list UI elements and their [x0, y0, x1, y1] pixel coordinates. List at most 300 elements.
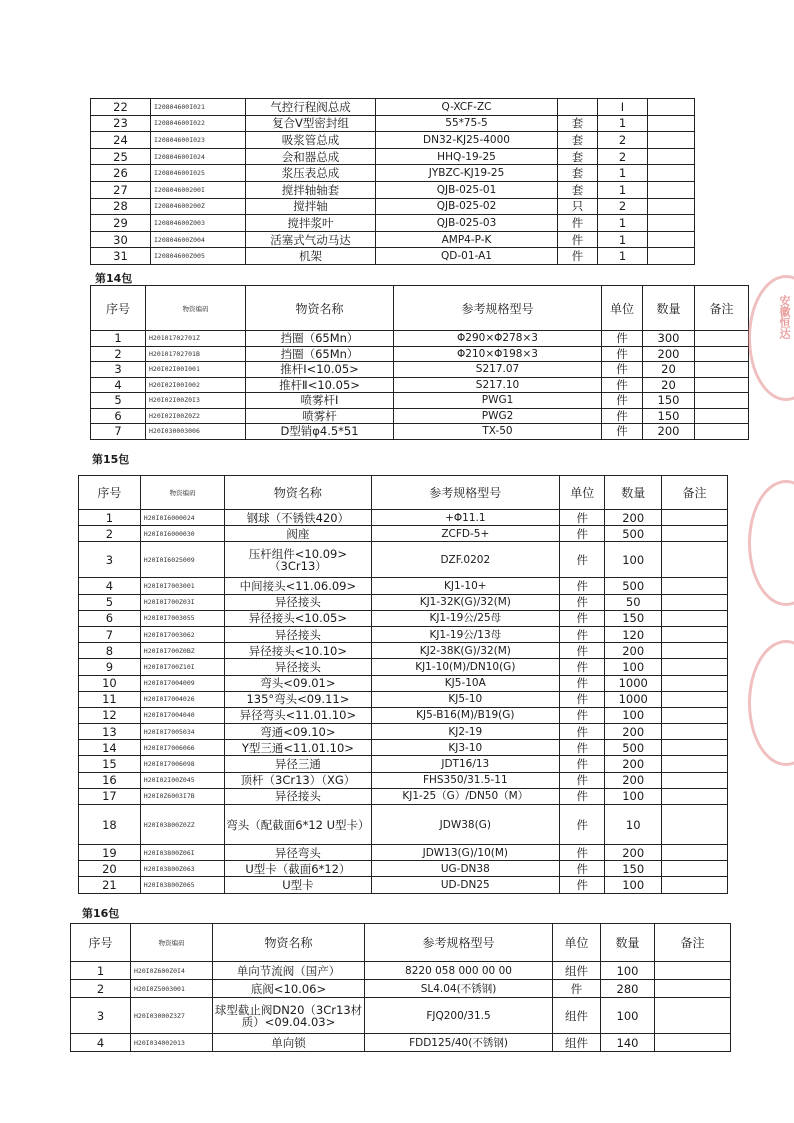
cell-qty: 120 [605, 626, 662, 642]
cell-note [648, 165, 695, 182]
cell-code: H20I030003006 [146, 424, 246, 440]
cell-qty: 140 [601, 1034, 655, 1052]
cell-name: 喷雾杆 [246, 408, 394, 424]
cell-qty: 50 [605, 594, 662, 610]
cell-name: 推杆Ⅱ<10.05> [246, 377, 394, 393]
cell-note [662, 788, 728, 804]
table-row [79, 578, 728, 594]
cell-qty: 150 [605, 861, 662, 877]
cell-seq: 3 [71, 998, 131, 1034]
cell-code: H20I0I6000024 [140, 510, 224, 526]
header-row [79, 476, 728, 510]
cell-note [662, 845, 728, 861]
cell-seq: 10 [79, 675, 141, 691]
header-code: 物资编码 [140, 476, 224, 510]
cell-qty: 100 [605, 659, 662, 675]
cell-code: H20I03800Z063 [140, 861, 224, 877]
cell-code: H20I03800Z06I [140, 845, 224, 861]
cell-note [662, 578, 728, 594]
table-row [79, 643, 728, 659]
cell-seq: 30 [91, 231, 151, 248]
cell-qty: 150 [643, 408, 695, 424]
cell-note [648, 132, 695, 149]
cell-unit: 件 [560, 788, 605, 804]
cell-seq: 18 [79, 805, 141, 845]
cell-note [662, 675, 728, 691]
cell-code: H20I0I7004026 [140, 691, 224, 707]
package-label-15: 第15包 [92, 453, 130, 466]
cell-qty: 2 [598, 198, 648, 215]
cell-name: 挡圈（65Mn） [246, 331, 394, 347]
cell-spec: QJB-025-03 [376, 215, 558, 232]
cell-qty: 1000 [605, 691, 662, 707]
cell-code: H20I0Z5003001 [131, 980, 213, 998]
table-body [91, 331, 749, 440]
cell-note [648, 99, 695, 116]
cell-spec: KJ1-10+ [371, 578, 560, 594]
cell-seq: 31 [91, 248, 151, 265]
cell-unit: 只 [558, 198, 598, 215]
cell-spec: KJ1-25（G）/DN50（M） [371, 788, 560, 804]
cell-code: H20I0I6025009 [140, 542, 224, 578]
cell-spec: DN32-KJ25-4000 [376, 132, 558, 149]
cell-note [695, 377, 749, 393]
items-table-continued [90, 98, 695, 265]
cell-spec: JDW13(G)/10(M) [371, 845, 560, 861]
cell-name: 挡圈（65Mn） [246, 346, 394, 362]
table-body [79, 510, 728, 894]
table-row [91, 181, 695, 198]
cell-note [655, 962, 731, 980]
cell-qty: 150 [643, 393, 695, 409]
seal-stamp [748, 480, 794, 606]
cell-name: 异径接头 [225, 594, 371, 610]
cell-seq: 4 [71, 1034, 131, 1052]
cell-spec: KJ1-10(M)/DN10(G) [371, 659, 560, 675]
cell-spec: JYBZC-KJ19-25 [376, 165, 558, 182]
table-row [91, 215, 695, 232]
cell-seq: 28 [91, 198, 151, 215]
table-row [91, 362, 749, 378]
cell-unit: 组件 [553, 962, 601, 980]
cell-qty: 200 [605, 845, 662, 861]
cell-spec: KJ1-32K(G)/32(M) [371, 594, 560, 610]
cell-name: 会和器总成 [246, 148, 376, 165]
cell-unit: 件 [560, 526, 605, 542]
cell-code: H20101702701B [146, 346, 246, 362]
table-row [79, 659, 728, 675]
cell-spec: JDT16/13 [371, 756, 560, 772]
cell-spec: S217.07 [394, 362, 602, 378]
cell-code: I20804600I024 [151, 148, 246, 165]
header-row [91, 286, 749, 331]
cell-unit: 套 [558, 165, 598, 182]
table-header [91, 286, 749, 331]
cell-spec: QD-01-A1 [376, 248, 558, 265]
cell-code: H20I0I6000030 [140, 526, 224, 542]
table-row [91, 148, 695, 165]
header-qty: 数量 [605, 476, 662, 510]
cell-note [662, 861, 728, 877]
cell-qty: 200 [605, 643, 662, 659]
table-row [91, 424, 749, 440]
cell-note [662, 594, 728, 610]
table-row [79, 707, 728, 723]
cell-unit: 组件 [553, 998, 601, 1034]
cell-spec: JDW38(G) [371, 805, 560, 845]
cell-qty: 100 [605, 707, 662, 723]
cell-note [655, 1034, 731, 1052]
cell-name: 异径接头<10.10> [225, 643, 371, 659]
cell-note [695, 346, 749, 362]
cell-spec: FHS350/31.5-11 [371, 772, 560, 788]
cell-unit: 件 [560, 659, 605, 675]
cell-code: H20I0I7003062 [140, 626, 224, 642]
header-spec: 参考规格型号 [365, 924, 553, 962]
cell-code: H20I0I7004040 [140, 707, 224, 723]
header-seq: 序号 [91, 286, 146, 331]
cell-unit: 套 [558, 132, 598, 149]
header-spec: 参考规格型号 [394, 286, 602, 331]
cell-code: I20804600I022 [151, 115, 246, 132]
cell-seq: 2 [79, 526, 141, 542]
table-row [91, 165, 695, 182]
cell-name: 压杆组件<10.09>（3Cr13） [225, 542, 371, 578]
cell-seq: 29 [91, 215, 151, 232]
cell-code: I20804600Z005 [151, 248, 246, 265]
cell-seq: 5 [79, 594, 141, 610]
table-body [91, 99, 695, 265]
table-row [71, 1034, 731, 1052]
cell-code: H20I02I00Z0Z2 [146, 408, 246, 424]
cell-spec: PWG2 [394, 408, 602, 424]
cell-seq: 4 [91, 377, 146, 393]
cell-note [695, 331, 749, 347]
cell-name: 弯头<09.01> [225, 675, 371, 691]
table-row [91, 331, 749, 347]
cell-qty: 500 [605, 740, 662, 756]
cell-seq: 20 [79, 861, 141, 877]
header-note: 备注 [662, 476, 728, 510]
cell-spec: KJ5-10A [371, 675, 560, 691]
cell-code: H20I02I00Z045 [140, 772, 224, 788]
cell-spec: KJ3-10 [371, 740, 560, 756]
cell-name: 异径接头<10.05> [225, 610, 371, 626]
cell-name: 异径接头 [225, 788, 371, 804]
table-row [79, 877, 728, 893]
cell-seq: 9 [79, 659, 141, 675]
cell-seq: 22 [91, 99, 151, 116]
cell-seq: 14 [79, 740, 141, 756]
cell-unit: 套 [558, 181, 598, 198]
cell-note [662, 707, 728, 723]
cell-note [662, 724, 728, 740]
cell-seq: 1 [79, 510, 141, 526]
cell-unit: 件 [560, 626, 605, 642]
table-row [91, 198, 695, 215]
cell-spec: KJ2-19 [371, 724, 560, 740]
package-16-table [70, 923, 731, 1052]
cell-spec: Φ290×Φ278×3 [394, 331, 602, 347]
cell-unit: 件 [560, 772, 605, 788]
table-row [79, 805, 728, 845]
cell-unit: 件 [602, 408, 643, 424]
cell-spec: KJ1-19公/25母 [371, 610, 560, 626]
table-row [79, 788, 728, 804]
cell-name: 喷雾杆Ⅰ [246, 393, 394, 409]
cell-qty: 10 [605, 805, 662, 845]
table-row [79, 772, 728, 788]
cell-seq: 25 [91, 148, 151, 165]
cell-code: H20I0I7003055 [140, 610, 224, 626]
cell-note [662, 542, 728, 578]
cell-seq: 26 [91, 165, 151, 182]
cell-note [648, 231, 695, 248]
cell-qty: 200 [643, 424, 695, 440]
cell-qty: 150 [605, 610, 662, 626]
seal-text: 安徽恒达 [778, 295, 791, 339]
table-row [79, 675, 728, 691]
header-code: 物资编码 [131, 924, 213, 962]
cell-name: 中间接头<11.06.09> [225, 578, 371, 594]
cell-seq: 7 [79, 626, 141, 642]
cell-spec: S217.10 [394, 377, 602, 393]
cell-unit: 件 [560, 691, 605, 707]
cell-name: 单向节流阀（国产） [213, 962, 365, 980]
cell-name: 气控行程阀总成 [246, 99, 376, 116]
cell-spec: Q-XCF-ZC [376, 99, 558, 116]
cell-spec: UD-DN25 [371, 877, 560, 893]
cell-note [695, 424, 749, 440]
cell-name: 搅拌浆叶 [246, 215, 376, 232]
cell-name: Y型三通<11.01.10> [225, 740, 371, 756]
cell-spec: UG-DN38 [371, 861, 560, 877]
cell-note [662, 691, 728, 707]
cell-name: 球型截止阀DN20（3Cr13材质）<09.04.03> [213, 998, 365, 1034]
cell-qty: 200 [605, 772, 662, 788]
cell-spec: KJ2-38K(G)/32(M) [371, 643, 560, 659]
cell-qty: 1 [598, 248, 648, 265]
cell-code: H20101702701Z [146, 331, 246, 347]
cell-qty: 2 [598, 132, 648, 149]
cell-code: H20I02I00I001 [146, 362, 246, 378]
table-row [71, 980, 731, 998]
cell-code: H20I0I700Z10I [140, 659, 224, 675]
cell-note [648, 115, 695, 132]
table-row [71, 962, 731, 980]
cell-seq: 2 [91, 346, 146, 362]
table-row [79, 845, 728, 861]
cell-note [648, 148, 695, 165]
table-row [79, 691, 728, 707]
cell-code: I20804600Z003 [151, 215, 246, 232]
header-row [71, 924, 731, 962]
cell-note [648, 181, 695, 198]
cell-spec: +Φ11.1 [371, 510, 560, 526]
cell-spec: KJ5-B16(M)/B19(G) [371, 707, 560, 723]
cell-note [662, 805, 728, 845]
cell-unit: 件 [560, 707, 605, 723]
cell-unit: 件 [602, 362, 643, 378]
cell-note [662, 626, 728, 642]
cell-unit: 件 [602, 346, 643, 362]
cell-unit: 件 [560, 510, 605, 526]
cell-qty: I [598, 99, 648, 116]
package-14-table [90, 285, 749, 440]
table-row [79, 542, 728, 578]
cell-name: 底阀<10.06> [213, 980, 365, 998]
cell-unit: 件 [560, 740, 605, 756]
cell-code: H20I03800Z065 [140, 877, 224, 893]
table-row [79, 610, 728, 626]
table-header [71, 924, 731, 962]
cell-qty: 1 [598, 181, 648, 198]
cell-unit: 件 [560, 578, 605, 594]
cell-name: 机架 [246, 248, 376, 265]
table-row [91, 115, 695, 132]
cell-qty: 300 [643, 331, 695, 347]
cell-code: H20I0Z600Z0I4 [131, 962, 213, 980]
cell-qty: 200 [643, 346, 695, 362]
cell-qty: 100 [605, 542, 662, 578]
cell-qty: 500 [605, 578, 662, 594]
cell-note [655, 980, 731, 998]
header-name: 物资名称 [246, 286, 394, 331]
cell-unit: 件 [560, 845, 605, 861]
cell-seq: 19 [79, 845, 141, 861]
cell-seq: 1 [91, 331, 146, 347]
cell-unit: 件 [560, 643, 605, 659]
cell-name: 单向锁 [213, 1034, 365, 1052]
cell-qty: 200 [605, 756, 662, 772]
cell-note [648, 198, 695, 215]
table-row [91, 231, 695, 248]
cell-name: 异径弯头<11.01.10> [225, 707, 371, 723]
cell-unit: 件 [560, 610, 605, 626]
table-row [71, 998, 731, 1034]
cell-seq: 23 [91, 115, 151, 132]
cell-seq: 11 [79, 691, 141, 707]
cell-seq: 24 [91, 132, 151, 149]
cell-unit: 组件 [553, 1034, 601, 1052]
cell-seq: 6 [79, 610, 141, 626]
cell-unit [558, 99, 598, 116]
cell-seq: 8 [79, 643, 141, 659]
cell-qty: 1 [598, 215, 648, 232]
package-label-14: 第14包 [95, 272, 133, 285]
cell-code: H20I0Z6003I7B [140, 788, 224, 804]
cell-qty: 20 [643, 362, 695, 378]
cell-qty: 2 [598, 148, 648, 165]
cell-name: D型销φ4.5*51 [246, 424, 394, 440]
cell-unit: 套 [558, 115, 598, 132]
cell-name: 异径接头 [225, 626, 371, 642]
cell-note [648, 215, 695, 232]
cell-seq: 13 [79, 724, 141, 740]
header-name: 物资名称 [225, 476, 371, 510]
cell-unit: 件 [560, 542, 605, 578]
cell-seq: 6 [91, 408, 146, 424]
cell-qty: 280 [601, 980, 655, 998]
cell-note [662, 740, 728, 756]
cell-spec: KJ5-10 [371, 691, 560, 707]
cell-unit: 套 [558, 148, 598, 165]
cell-unit: 件 [558, 215, 598, 232]
package-label-16: 第16包 [82, 907, 120, 920]
table-row [79, 510, 728, 526]
cell-note [648, 248, 695, 265]
cell-qty: 20 [643, 377, 695, 393]
package-15-table [78, 475, 728, 894]
table-row [91, 248, 695, 265]
cell-code: I20804600I025 [151, 165, 246, 182]
cell-unit: 件 [602, 377, 643, 393]
cell-unit: 件 [560, 594, 605, 610]
cell-name: 异径接头 [225, 659, 371, 675]
cell-qty: 1 [598, 165, 648, 182]
cell-code: H20I0I7006066 [140, 740, 224, 756]
cell-name: 推杆Ⅰ<10.05> [246, 362, 394, 378]
cell-code: H20I0I7005034 [140, 724, 224, 740]
table-row [79, 594, 728, 610]
cell-name: 异径三通 [225, 756, 371, 772]
header-seq: 序号 [71, 924, 131, 962]
cell-note [662, 756, 728, 772]
cell-qty: 200 [605, 724, 662, 740]
cell-name: U型卡（截面6*12） [225, 861, 371, 877]
cell-spec: Φ210×Φ198×3 [394, 346, 602, 362]
cell-spec: 55*75-5 [376, 115, 558, 132]
cell-note [662, 510, 728, 526]
header-note: 备注 [655, 924, 731, 962]
header-qty: 数量 [643, 286, 695, 331]
cell-spec: SL4.04(不锈钢) [365, 980, 553, 998]
cell-seq: 21 [79, 877, 141, 893]
cell-qty: 1000 [605, 675, 662, 691]
cell-seq: 1 [71, 962, 131, 980]
cell-name: 钢球（不锈铁420） [225, 510, 371, 526]
cell-note [662, 610, 728, 626]
cell-code: I20804600200I [151, 181, 246, 198]
table-row [79, 526, 728, 542]
table-body [71, 962, 731, 1052]
cell-name: 顶杆（3Cr13）（XG） [225, 772, 371, 788]
cell-spec: QJB-025-01 [376, 181, 558, 198]
cell-name: U型卡 [225, 877, 371, 893]
cell-seq: 12 [79, 707, 141, 723]
seal-stamp [748, 640, 794, 766]
table-row [91, 408, 749, 424]
cell-qty: 1 [598, 231, 648, 248]
cell-name: 吸浆管总成 [246, 132, 376, 149]
cell-seq: 3 [79, 542, 141, 578]
cell-spec: QJB-025-02 [376, 198, 558, 215]
cell-code: H20I0I7006098 [140, 756, 224, 772]
table-header [79, 476, 728, 510]
cell-note [662, 643, 728, 659]
header-spec: 参考规格型号 [371, 476, 560, 510]
cell-unit: 件 [558, 231, 598, 248]
table-row [79, 740, 728, 756]
cell-note [695, 393, 749, 409]
cell-name: 弯头（配截面6*12 U型卡） [225, 805, 371, 845]
cell-spec: HHQ-19-25 [376, 148, 558, 165]
cell-unit: 件 [558, 248, 598, 265]
cell-name: 搅拌轴轴套 [246, 181, 376, 198]
cell-note [662, 772, 728, 788]
cell-code: H20I034002013 [131, 1034, 213, 1052]
cell-seq: 27 [91, 181, 151, 198]
